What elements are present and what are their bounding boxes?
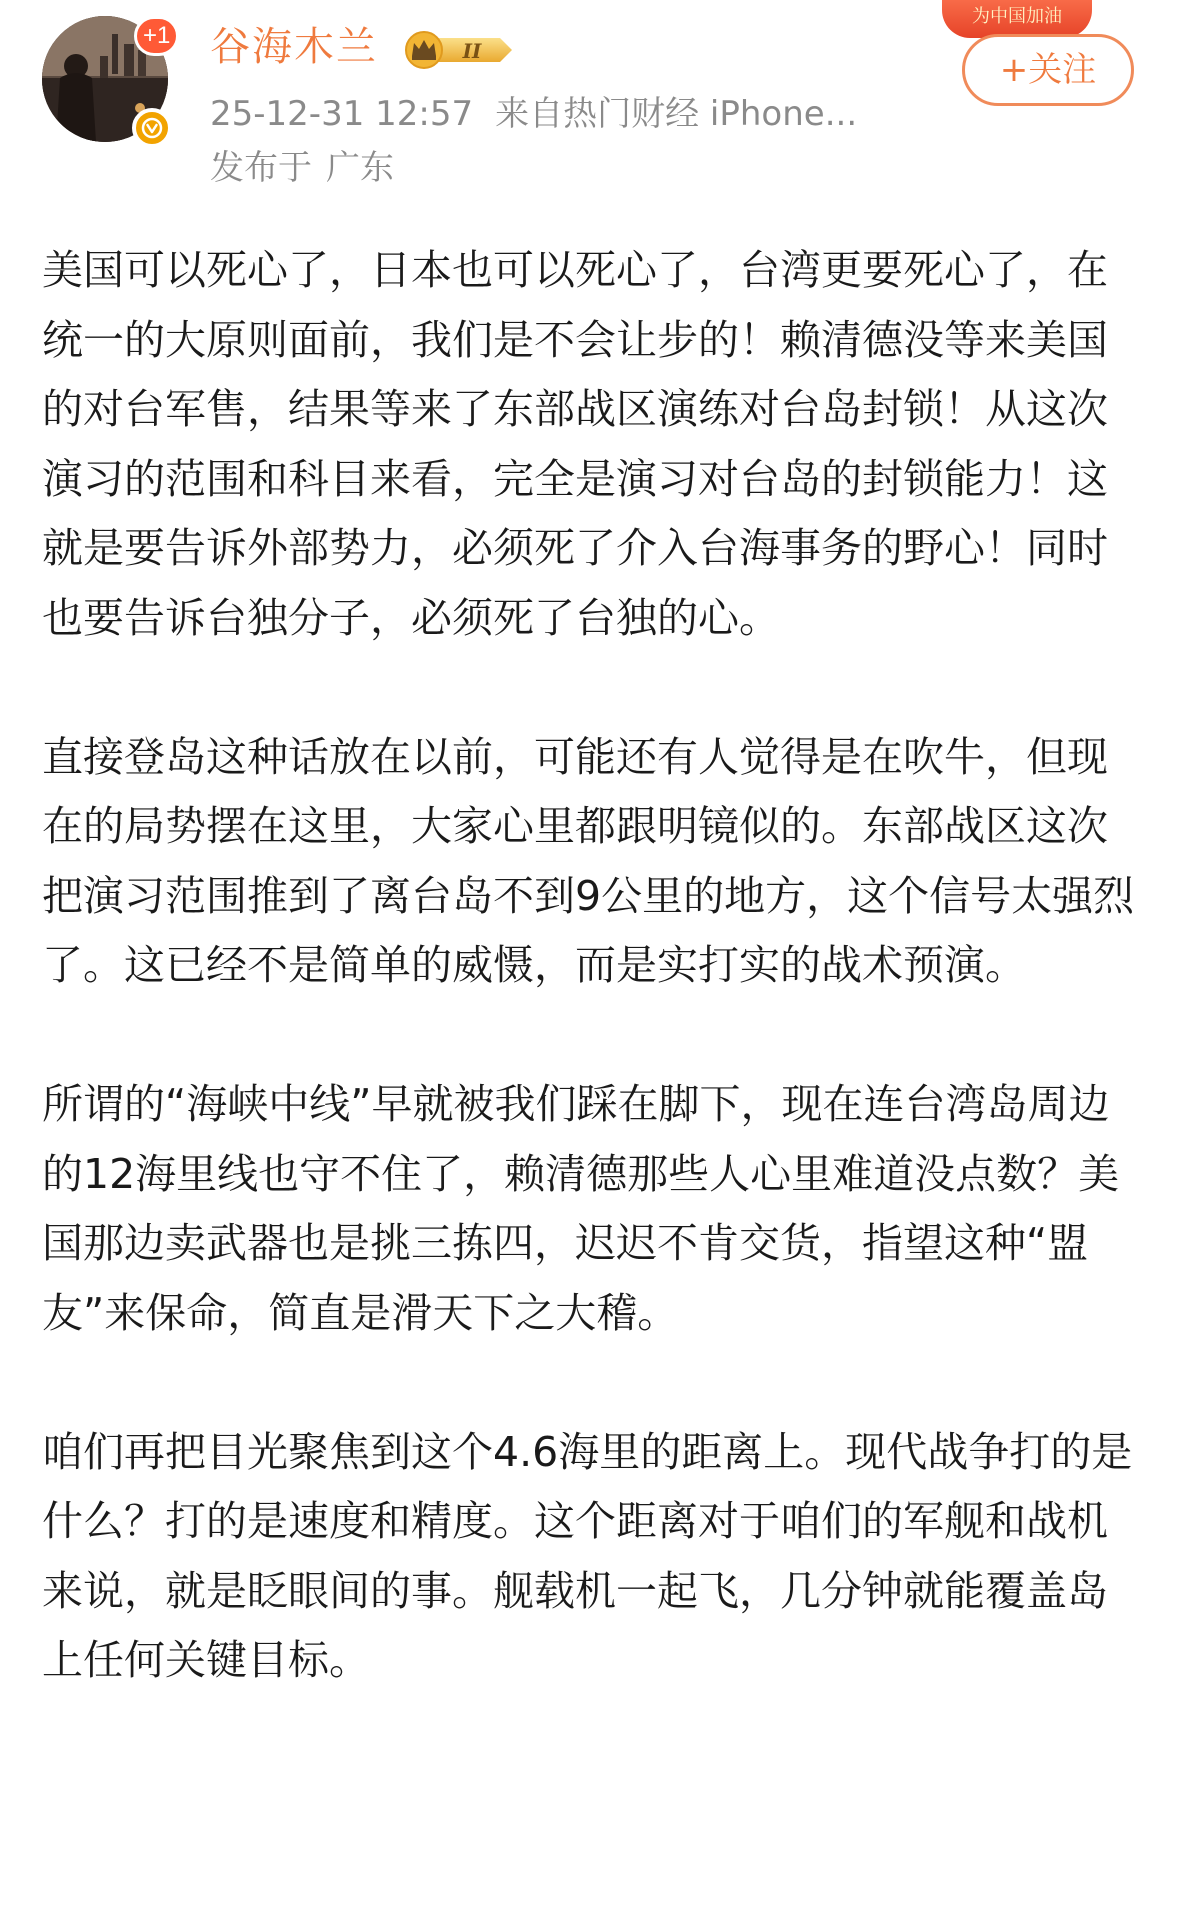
member-level-badge[interactable] [402, 30, 514, 70]
avatar-container[interactable] [42, 16, 171, 142]
post-meta [210, 92, 857, 136]
post-paragraph: 所谓的“海峡中线”早就被我们踩在脚下，现在连台湾岛周边的12海里线也守不住了，赖清德那些人心里难道没点数？美国那边卖武器也是挑三拣四，迟迟不肯交货，指望这种“盟友”来保命，简直是滑天下之大稽。 [42, 1080, 1120, 1337]
post-header [0, 0, 1179, 200]
follow-button[interactable]: +关注 [962, 34, 1134, 106]
post-paragraph: 直接登岛这种话放在以前，可能还有人觉得是在吹牛，但现在的局势摆在这里，大家心里都跟明镜似的。东部战区这次把演习范围推到了离台岛不到9公里的地方，这个信号太强烈了。这已经不是简单的威慑，而是实打实的战术预演。 [42, 732, 1135, 989]
post-source: 来自热门财经 iPhone... [495, 94, 858, 134]
verified-icon [132, 108, 172, 148]
post-paragraph: 美国可以死心了，日本也可以死心了，台湾更要死心了，在统一的大原则面前，我们是不会让步的！赖清德没等来美国的对台军售，结果等来了东部战区演练对台岛封锁！从这次演习的范围和科目来看，完全是演习对台岛的封锁能力！这就是要告诉外部势力，必须死了介入台海事务的野心！同时也要告诉台独分子，必须死了台独的心。 [42, 246, 1108, 642]
post-location [210, 146, 394, 190]
post-paragraph: 咱们再把目光聚焦到这个4.6海里的距离上。现代战争打的是什么？打的是速度和精度。这个距离对于咱们的军舰和战机来说，就是眨眼间的事。舰载机一起飞，几分钟就能覆盖岛上任何关键目标。 [42, 1427, 1133, 1684]
post-content [42, 236, 1142, 1765]
location-value: 广东 [326, 148, 394, 188]
crown-icon [402, 30, 514, 70]
post-timestamp: 25-12-31 12:57 [210, 94, 474, 134]
author-name[interactable]: 谷海木兰 [210, 24, 378, 70]
level-text: II [462, 39, 482, 63]
promo-banner[interactable]: 为中国加油 [942, 0, 1092, 38]
location-prefix: 发布于 [210, 148, 312, 188]
unread-badge: +1 [134, 16, 179, 56]
